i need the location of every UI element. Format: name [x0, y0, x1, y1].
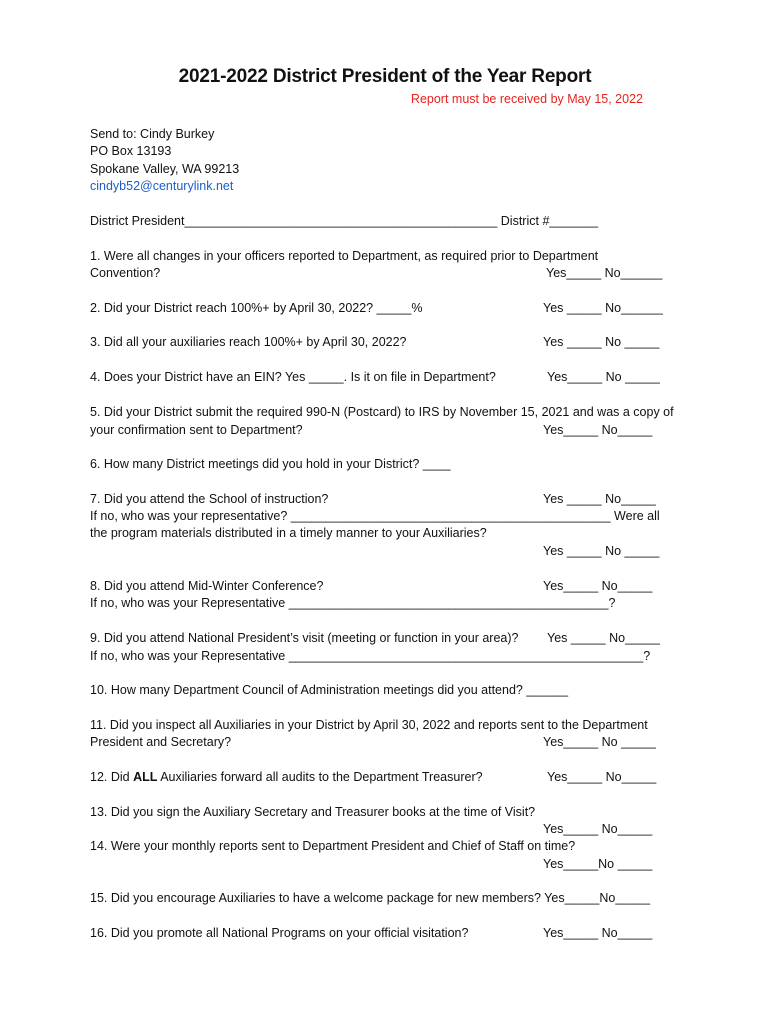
question-8-line-2: If no, who was your Representative ______________________________________________?	[90, 596, 616, 610]
question-4-answer: Yes_____ No _____	[547, 370, 660, 384]
question-7-line-1: 7. Did you attend the School of instruction?	[90, 492, 329, 506]
question-2-answer: Yes _____ No______	[543, 301, 663, 315]
question-7-line-2: If no, who was your representative? ______________________________________________ Were all	[90, 509, 660, 523]
question-8-line-1: 8. Did you attend Mid-Winter Conference?	[90, 579, 324, 593]
question-12-suffix: Auxiliaries forward all audits to the Department Treasurer?	[157, 770, 483, 784]
question-8-answer: Yes_____ No_____	[543, 579, 653, 593]
question-16-answer: Yes_____ No_____	[543, 926, 653, 940]
question-7-line-3: the program materials distributed in a timely manner to your Auxiliaries?	[90, 526, 487, 540]
address-line-1: Send to: Cindy Burkey	[90, 127, 215, 141]
question-7-answer-2: Yes _____ No _____	[543, 544, 660, 558]
question-16: 16. Did you promote all National Programs on your official visitation?	[90, 926, 469, 940]
question-12-emphasis: ALL	[133, 770, 158, 784]
question-12	[90, 769, 483, 786]
question-1-answer: Yes_____ No______	[546, 266, 663, 280]
question-1-line-2: Convention?	[90, 266, 161, 280]
question-14-answer: Yes_____No _____	[543, 857, 653, 871]
question-5-line-2: your confirmation sent to Department?	[90, 423, 303, 437]
question-3-answer: Yes _____ No _____	[543, 335, 660, 349]
question-13-answer: Yes_____ No_____	[543, 822, 653, 836]
question-7-answer: Yes _____ No_____	[543, 492, 656, 506]
question-5-answer: Yes_____ No_____	[543, 423, 653, 437]
question-15: 15. Did you encourage Auxiliaries to have a welcome package for new members? Yes_____No_____	[90, 891, 651, 905]
question-9-line-1: 9. Did you attend National President’s visit (meeting or function in your area)?	[90, 631, 519, 645]
question-6: 6. How many District meetings did you hold in your District? ____	[90, 457, 451, 471]
page-title: 2021-2022 District President of the Year Report	[178, 66, 592, 87]
address-line-2: PO Box 13193	[90, 144, 172, 158]
question-11-line-2: President and Secretary?	[90, 735, 232, 749]
question-13: 13. Did you sign the Auxiliary Secretary and Treasurer books at the time of Visit?	[90, 805, 536, 819]
question-2: 2. Did your District reach 100%+ by April 30, 2022? _____%	[90, 301, 423, 315]
question-9-answer: Yes _____ No_____	[547, 631, 660, 645]
address-line-3: Spokane Valley, WA 99213	[90, 162, 240, 176]
district-president-line: District President_____________________________________________ District #_______	[90, 214, 599, 228]
question-3: 3. Did all your auxiliaries reach 100%+ by April 30, 2022?	[90, 335, 407, 349]
question-12-prefix: 12. Did	[90, 770, 134, 784]
question-11-line-1: 11. Did you inspect all Auxiliaries in your District by April 30, 2022 and reports sent to the Department	[90, 718, 648, 732]
question-10: 10. How many Department Council of Administration meetings did you attend? ______	[90, 683, 569, 697]
deadline-notice: Report must be received by May 15, 2022	[410, 92, 643, 106]
email-link[interactable]: cindyb52@centurylink.net	[90, 179, 234, 193]
question-1-line-1: 1. Were all changes in your officers reported to Department, as required prior to Department	[90, 249, 599, 263]
question-4: 4. Does your District have an EIN? Yes _____. Is it on file in Department?	[90, 370, 496, 384]
question-9-line-2: If no, who was your Representative ___________________________________________________?	[90, 649, 651, 663]
question-12-answer: Yes_____ No_____	[547, 770, 657, 784]
question-14: 14. Were your monthly reports sent to Department President and Chief of Staff on time?	[90, 839, 576, 853]
question-11-answer: Yes_____ No _____	[543, 735, 656, 749]
question-5-line-1: 5. Did your District submit the required 990-N (Postcard) to IRS by November 15, 2021 and was a copy of	[90, 405, 674, 419]
